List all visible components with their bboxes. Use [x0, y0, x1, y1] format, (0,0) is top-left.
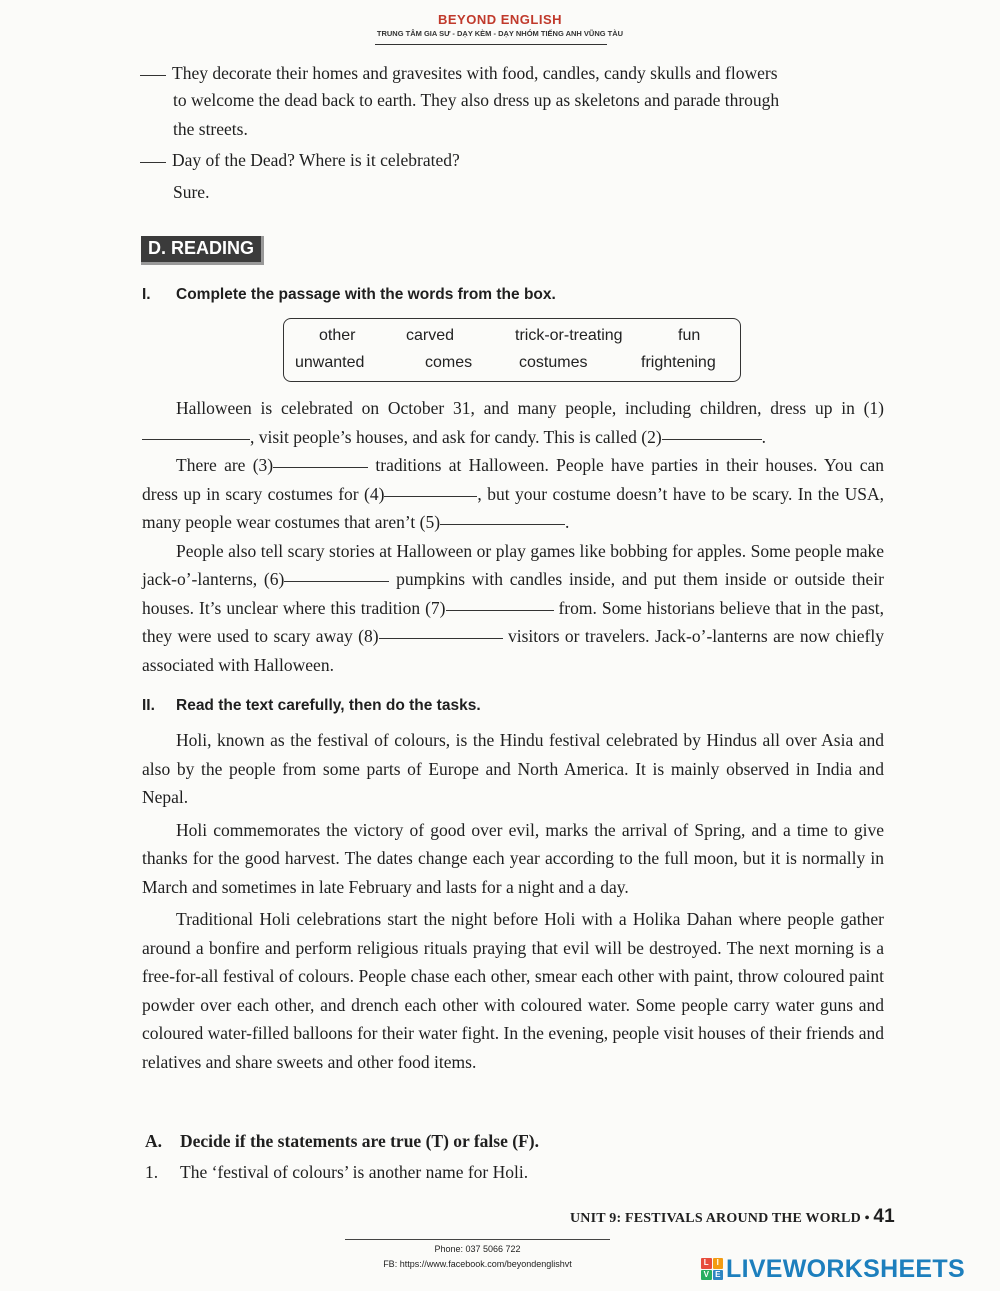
subtask-a-instruction: Decide if the statements are true (T) or false (F). [180, 1131, 539, 1151]
task-1-number: I. [142, 286, 151, 303]
word-box-item: fun [678, 327, 701, 344]
word-box-item: comes [425, 354, 473, 371]
footer-phone: Phone: 037 5066 722 [434, 1244, 521, 1254]
answer-blank-4[interactable] [384, 496, 477, 497]
word-box-item: costumes [519, 354, 588, 371]
footer-divider [345, 1239, 610, 1240]
passage-text: traditions at Halloween. People have parties in their houses. You can dress up in scary costumes for (4) [142, 455, 884, 504]
logo-tile: I [713, 1258, 724, 1269]
dialogue-line-1c: the streets. [173, 119, 248, 139]
page-number: 41 [873, 1206, 895, 1227]
logo-tile: V [701, 1270, 712, 1281]
logo-tile: E [713, 1270, 724, 1281]
passage-text: from. Some historians believe that in the past, they were used to scary away (8) [142, 597, 884, 646]
word-box-item: other [319, 327, 356, 344]
answer-blank-7[interactable] [446, 610, 554, 611]
passage-text: , visit people’s houses, and ask for candy. This is called (2) [250, 426, 662, 447]
dialogue-line-3: Sure. [173, 182, 210, 202]
footer-unit-label [570, 1206, 895, 1228]
halloween-passage [142, 394, 884, 679]
header-divider [375, 44, 607, 45]
word-box-row-2 [284, 354, 740, 378]
dialogue-line-2 [140, 146, 460, 174]
answer-blank-2[interactable] [662, 439, 762, 440]
task-1-heading [142, 286, 556, 304]
page-header [0, 12, 1000, 38]
brand-title: BEYOND ENGLISH [437, 12, 562, 27]
word-box [283, 318, 741, 382]
word-box-item: trick-or-treating [515, 327, 623, 344]
answer-blank-1[interactable] [142, 439, 250, 440]
passage-text: , but your costume doesn’t have to be scary. In the USA, many people wear costumes that aren’t (5) [142, 483, 884, 532]
liveworksheets-wordmark: LIVEWORKSHEETS [726, 1254, 965, 1283]
statement-1-number: 1. [145, 1162, 159, 1182]
brand-subtitle: TRUNG TÂM GIA SƯ - DẠY KÈM - DẠY NHÓM TIẾNG ANH VŨNG TÀU [376, 29, 624, 38]
footer-contact [345, 1242, 610, 1272]
task-2-instruction: Read the text carefully, then do the tasks. [176, 697, 481, 714]
footer-unit-text: UNIT 9: FESTIVALS AROUND THE WORLD • [570, 1211, 870, 1226]
holi-paragraph-2: Holi commemorates the victory of good over evil, marks the arrival of Spring, and a time to give thanks for the good harvest. The dates change each year according to the full moon, but it is normally in March and sometimes in late February and lasts for a night and a day. [142, 819, 884, 897]
holi-passage [142, 726, 884, 1076]
dialogue-text-1a: They decorate their homes and gravesites with food, candles, candy skulls and flowers [172, 63, 778, 83]
passage-text: . [565, 512, 570, 532]
footer-facebook: FB: https://www.facebook.com/beyondenglishvt [383, 1259, 572, 1269]
halloween-paragraph-1 [142, 394, 884, 451]
dialogue-line-1b: to welcome the dead back to earth. They also dress up as skeletons and parade through [173, 90, 780, 110]
holi-paragraph-3: Traditional Holi celebrations start the night before Holi with a Holika Dahan where people gather around a bonfire and perform religious rituals praying that evil will be destroyed. The next morning is a free-for-all festival of colours. People chase each other, smear each other with paint, throw coloured paint powder over each other, and drench each other with coloured water. Some people carry water guns and coloured water-filled balloons for their water fight. In the evening, people visit houses of their friends and relatives and share sweets and other food items. [142, 909, 884, 1072]
logo-tile: L [701, 1258, 712, 1269]
liveworksheets-icon [701, 1258, 723, 1280]
dialogue-blank-1[interactable] [140, 75, 166, 76]
task-2-heading [142, 697, 481, 715]
passage-text: pumpkins with candles inside, and put them inside or outside their houses. It’s unclear where this tradition (7) [142, 569, 884, 618]
task-2-number: II. [142, 697, 155, 714]
answer-blank-3[interactable] [273, 467, 368, 468]
word-box-row-1 [284, 327, 740, 351]
statement-1-text: The ‘festival of colours’ is another name for Holi. [180, 1162, 529, 1182]
passage-text: . [761, 426, 767, 447]
subtask-a-heading [145, 1131, 539, 1152]
word-box-item: frightening [641, 354, 716, 371]
halloween-paragraph-3 [142, 537, 884, 680]
passage-text: There are (3) [176, 455, 274, 475]
task-1-instruction: Complete the passage with the words from the box. [176, 286, 556, 303]
passage-text: Halloween is celebrated on October 31, and many people, including children, dress up in (1) [176, 398, 884, 418]
section-tag-reading: D. READING [141, 236, 264, 265]
word-box-item: unwanted [295, 354, 365, 371]
dialogue-blank-2[interactable] [140, 162, 166, 163]
dialogue-text-2: Day of the Dead? Where is it celebrated? [172, 150, 460, 170]
halloween-paragraph-2 [142, 451, 884, 537]
statement-1 [145, 1162, 528, 1183]
dialogue-line-1 [140, 59, 778, 87]
holi-paragraph-1: Holi, known as the festival of colours, is the Hindu festival celebrated by Hindus all over Asia and also by the people from some parts of Europe and North America. It is mainly observed in India and Nepal. [142, 730, 884, 807]
word-box-item: carved [406, 327, 455, 344]
answer-blank-8[interactable] [379, 638, 503, 639]
answer-blank-6[interactable] [284, 581, 389, 582]
answer-blank-5[interactable] [440, 524, 565, 525]
subtask-a-letter: A. [145, 1131, 163, 1151]
passage-text: People also tell scary stories at Halloween or play games like bobbing for apples. Some people make jack-o’-lanterns, (6) [142, 540, 884, 589]
liveworksheets-logo [701, 1255, 965, 1283]
passage-text: visitors or travelers. Jack-o’-lanterns are now chiefly associated with Halloween. [142, 626, 884, 675]
